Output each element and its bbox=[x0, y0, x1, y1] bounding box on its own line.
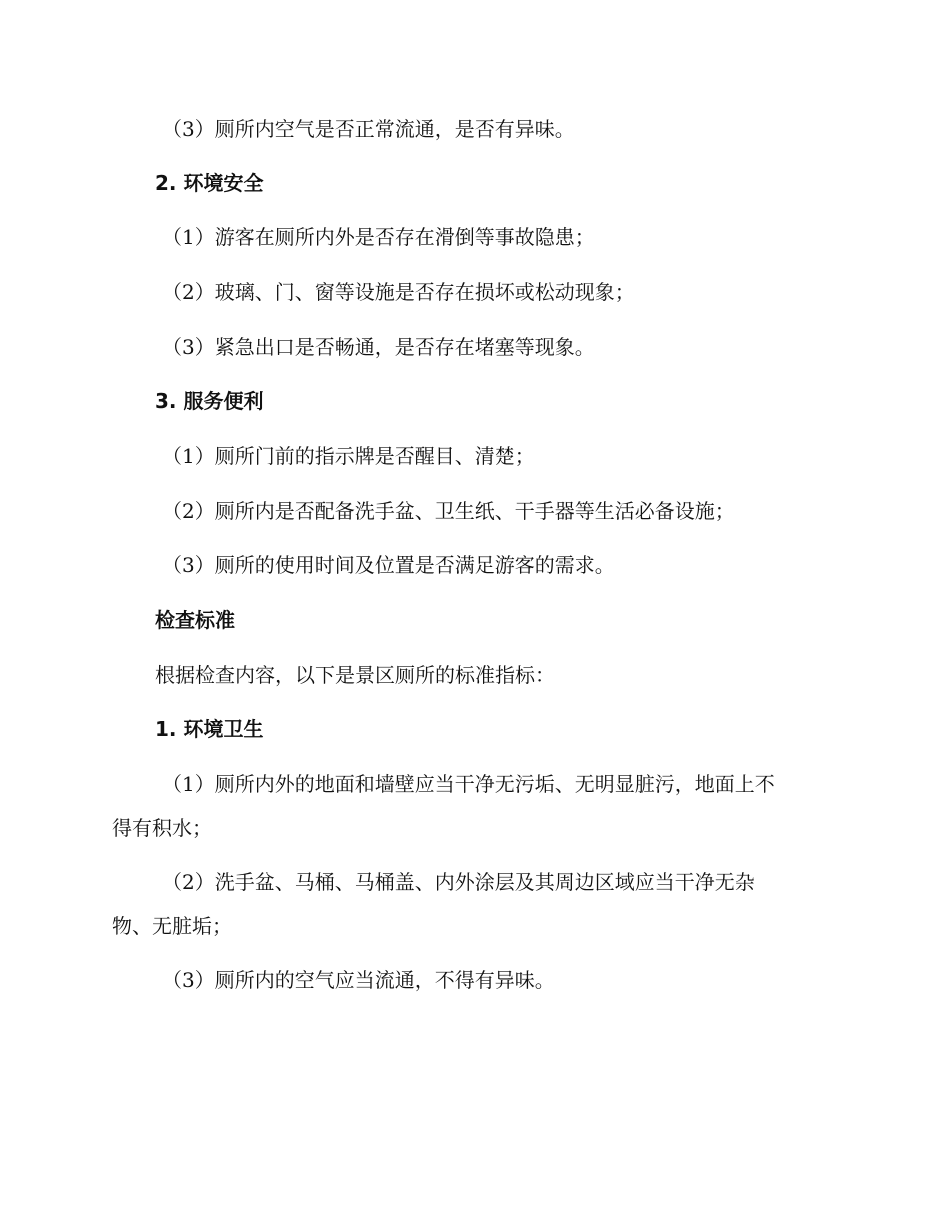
wrapped-item-line: （1）厕所内外的地面和墙壁应当干净无污垢、无明显脏污，地面上不 bbox=[162, 772, 775, 796]
section-heading: 1. 环境卫生 bbox=[155, 717, 264, 741]
wrapped-item-continuation: 得有积水； bbox=[112, 816, 212, 840]
item-line: （3）厕所的使用时间及位置是否满足游客的需求。 bbox=[162, 553, 615, 577]
item-line: （2）厕所内是否配备洗手盆、卫生纸、干手器等生活必备设施； bbox=[162, 499, 735, 523]
item-line: （1）游客在厕所内外是否存在滑倒等事故隐患； bbox=[162, 225, 595, 249]
item-line: （3）厕所内的空气应当流通，不得有异味。 bbox=[162, 968, 555, 992]
section-heading: 3. 服务便利 bbox=[155, 389, 264, 413]
item-line: （1）厕所门前的指示牌是否醒目、清楚； bbox=[162, 444, 535, 468]
item-line: （2）玻璃、门、窗等设施是否存在损坏或松动现象； bbox=[162, 280, 635, 304]
wrapped-item-continuation: 物、无脏垢； bbox=[112, 914, 232, 938]
item-line: （3）厕所内空气是否正常流通，是否有异味。 bbox=[162, 117, 575, 141]
section-heading: 检查标准 bbox=[155, 608, 235, 632]
wrapped-item-line: （2）洗手盆、马桶、马桶盖、内外涂层及其周边区域应当干净无杂 bbox=[162, 870, 755, 894]
section-heading: 2. 环境安全 bbox=[155, 171, 264, 195]
item-line: （3）紧急出口是否畅通，是否存在堵塞等现象。 bbox=[162, 335, 595, 359]
paragraph: 根据检查内容，以下是景区厕所的标准指标： bbox=[155, 663, 555, 687]
